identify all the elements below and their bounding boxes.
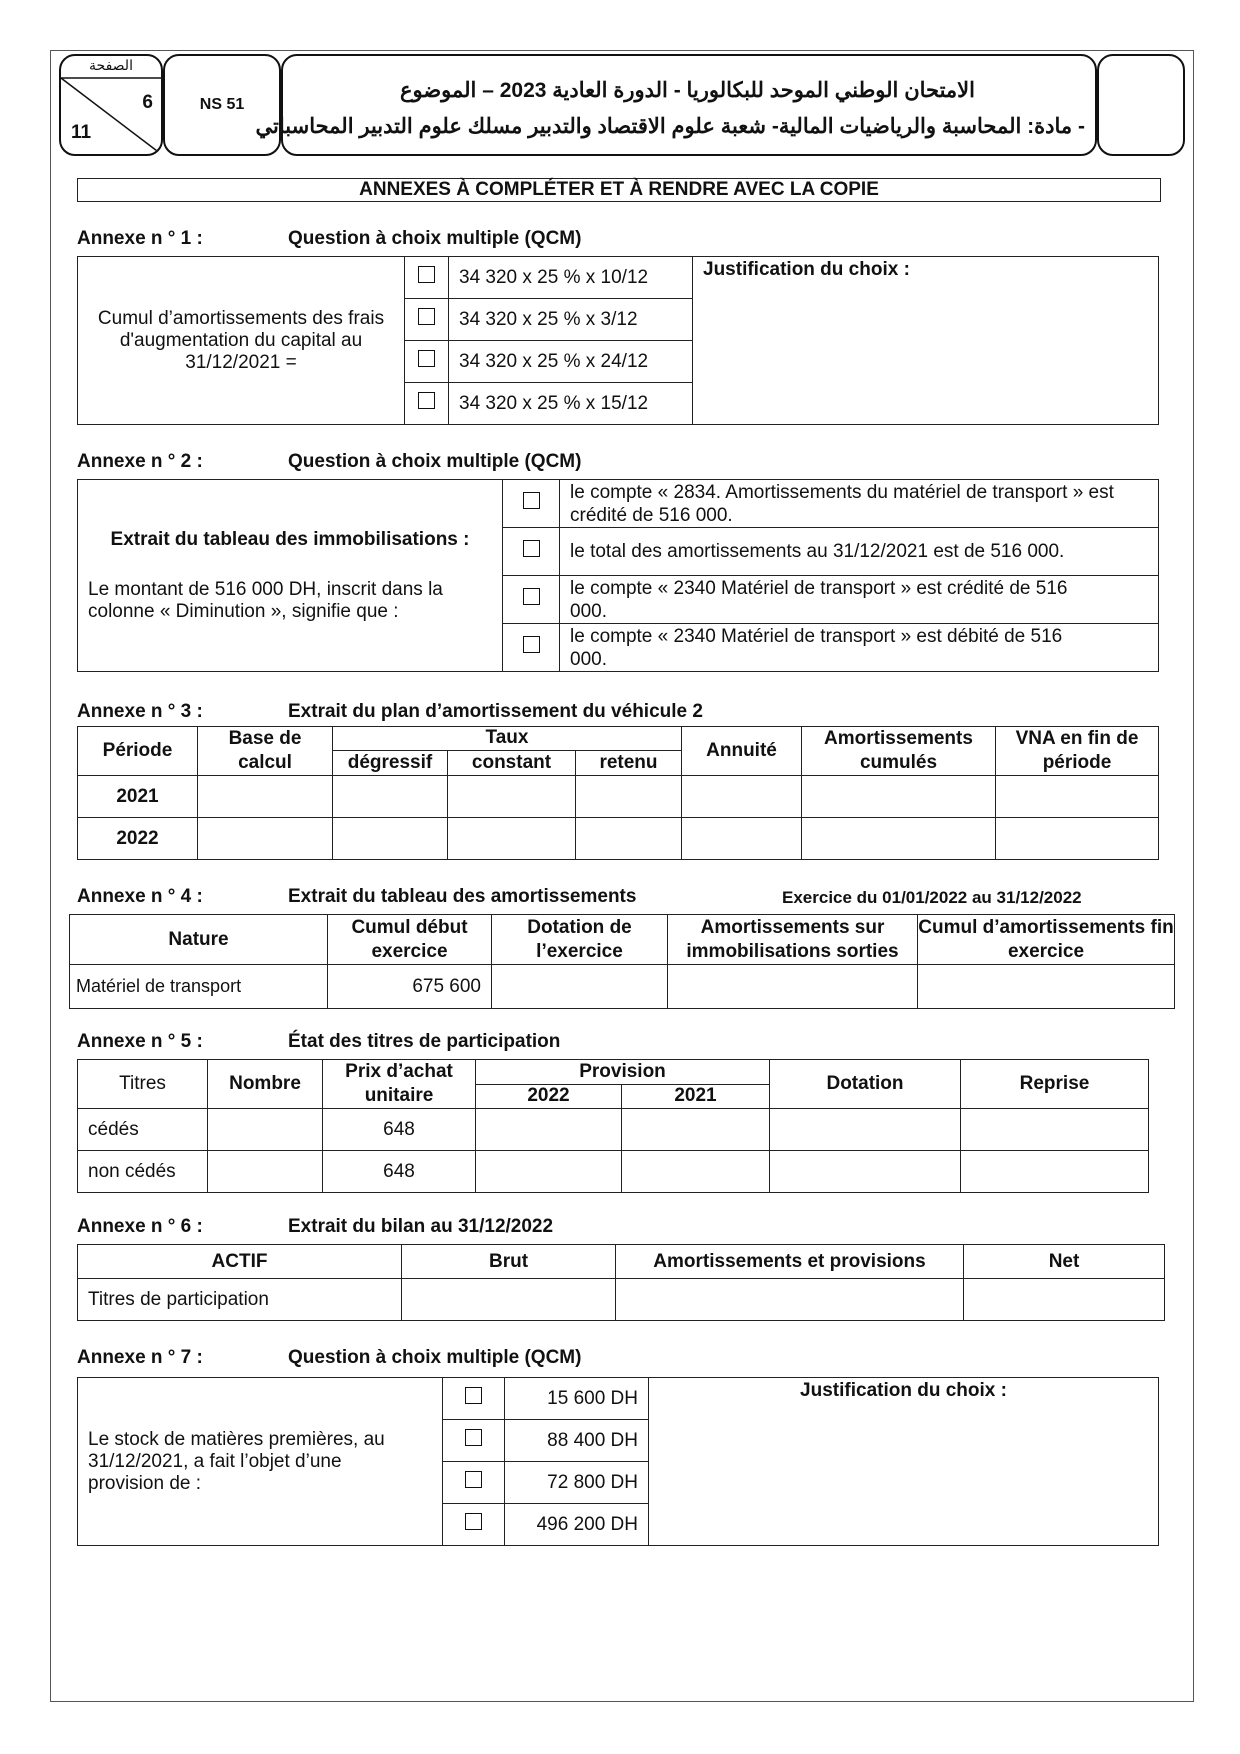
annexe4-title: Extrait du tableau des amortissements: [288, 886, 637, 907]
annexe5-label: Annexe n ° 5 :: [77, 1031, 203, 1052]
input-cell[interactable]: [476, 1151, 622, 1193]
annexe1-checkbox[interactable]: [405, 257, 449, 299]
header-cumul-debut: Cumul début exercice: [328, 915, 492, 965]
input-cell[interactable]: [208, 1109, 323, 1151]
header-amort-sorties: Amortissements sur immobilisations sorties: [668, 915, 918, 965]
input-cell[interactable]: [333, 818, 448, 860]
input-cell[interactable]: [961, 1109, 1149, 1151]
page-number-box: [59, 54, 163, 156]
header-amort-prov: Amortissements et provisions: [616, 1245, 964, 1279]
annexe6-label: Annexe n ° 6 :: [77, 1216, 203, 1237]
annexe1-table: [77, 256, 1159, 425]
annexe7-label: Annexe n ° 7 :: [77, 1347, 203, 1368]
input-cell[interactable]: [448, 776, 576, 818]
annexe7-option: 88 400 DH: [505, 1420, 649, 1462]
annexe5-table: [77, 1059, 1149, 1193]
input-cell[interactable]: [770, 1151, 961, 1193]
page-word: الصفحة: [89, 57, 133, 73]
page-number: 6: [142, 92, 153, 113]
corner-box: [1097, 54, 1185, 156]
exam-code: NS 51: [199, 96, 245, 113]
annexe3-title: Extrait du plan d’amortissement du véhicule 2: [288, 701, 703, 722]
annexe1-checkbox[interactable]: [405, 341, 449, 383]
annexe1-option: 34 320 x 25 % x 3/12: [449, 299, 693, 341]
period-cell: 2021: [78, 776, 198, 818]
annexe2-table: [77, 479, 1159, 672]
header-reprise: Reprise: [961, 1060, 1149, 1109]
annexe7-checkbox[interactable]: [443, 1378, 505, 1420]
header-brut: Brut: [402, 1245, 616, 1279]
input-cell[interactable]: [476, 1109, 622, 1151]
exam-title-line1: الامتحان الوطني الموحد للبكالوريا - الدورة العادية 2023 – الموضوع: [399, 79, 975, 102]
header-2022: 2022: [476, 1084, 622, 1109]
annexe7-option: 15 600 DH: [505, 1378, 649, 1420]
input-cell[interactable]: [918, 965, 1175, 1009]
annexe7-justification[interactable]: Justification du choix :: [649, 1378, 1159, 1546]
header-taux: Taux: [333, 727, 682, 751]
input-cell[interactable]: [576, 776, 682, 818]
input-cell[interactable]: [682, 776, 802, 818]
annexe2-checkbox[interactable]: [503, 624, 560, 672]
period-cell: 2022: [78, 818, 198, 860]
input-cell[interactable]: [198, 776, 333, 818]
header-annuite: Annuité: [682, 727, 802, 776]
annexe7-option: 72 800 DH: [505, 1462, 649, 1504]
header-nombre: Nombre: [208, 1060, 323, 1109]
annexe1-checkbox[interactable]: [405, 383, 449, 425]
header-cumul-fin: Cumul d’amortissements fin exercice: [918, 915, 1175, 965]
annexe1-option: 34 320 x 25 % x 10/12: [449, 257, 693, 299]
input-cell[interactable]: [802, 776, 996, 818]
annexe2-checkbox[interactable]: [503, 576, 560, 624]
annexe2-option: le total des amortissements au 31/12/2021 est de 516 000.: [560, 528, 1159, 576]
annexe2-checkbox[interactable]: [503, 480, 560, 528]
annexe7-checkbox[interactable]: [443, 1504, 505, 1546]
input-cell[interactable]: [996, 818, 1159, 860]
input-cell[interactable]: [208, 1151, 323, 1193]
nature-cell: Matériel de transport: [70, 965, 328, 1009]
annexe2-option: le compte « 2834. Amortissements du matériel de transport » est crédité de 516 000.: [560, 480, 1159, 528]
input-cell[interactable]: [616, 1279, 964, 1321]
annexe7-table: [77, 1377, 1159, 1546]
annexe6-title: Extrait du bilan au 31/12/2022: [288, 1216, 554, 1237]
annexe4-exercice: Exercice du 01/01/2022 au 31/12/2022: [782, 888, 1082, 907]
annexe7-title: Question à choix multiple (QCM): [288, 1347, 582, 1368]
header-retenu: retenu: [576, 750, 682, 775]
header-dotation: Dotation: [770, 1060, 961, 1109]
annexe2-checkbox[interactable]: [503, 528, 560, 576]
annexe2-option: le compte « 2340 Matériel de transport » est débité de 516 000.: [560, 624, 1159, 672]
header-nature: Nature: [70, 915, 328, 965]
annexe1-title: Question à choix multiple (QCM): [288, 228, 582, 249]
exam-title-box: [255, 54, 1097, 156]
annexe1-justification[interactable]: Justification du choix :: [693, 257, 1159, 425]
input-cell[interactable]: [402, 1279, 616, 1321]
annexe1-question: Cumul d’amortissements des frais d'augmentation du capital au 31/12/2021 =: [78, 257, 405, 425]
input-cell[interactable]: [576, 818, 682, 860]
input-cell[interactable]: [198, 818, 333, 860]
prix-cell: 648: [323, 1151, 476, 1193]
annexe7-checkbox[interactable]: [443, 1420, 505, 1462]
annexe2-option: le compte « 2340 Matériel de transport » est crédité de 516 000.: [560, 576, 1159, 624]
header-net: Net: [964, 1245, 1165, 1279]
annexe5-title: État des titres de participation: [288, 1031, 561, 1052]
annexe4-label: Annexe n ° 4 :: [77, 886, 203, 907]
header-titres: Titres: [78, 1060, 208, 1109]
annexe3-table: [77, 726, 1159, 860]
input-cell[interactable]: [622, 1109, 770, 1151]
input-cell[interactable]: [682, 818, 802, 860]
input-cell[interactable]: [668, 965, 918, 1009]
annexes-banner: ANNEXES À COMPLÉTER ET À RENDRE AVEC LA COPIE: [77, 178, 1161, 202]
header-actif: ACTIF: [78, 1245, 402, 1279]
header-constant: constant: [448, 750, 576, 775]
input-cell[interactable]: [448, 818, 576, 860]
page-total: 11: [71, 122, 92, 143]
header-amort: Amortissements cumulés: [802, 727, 996, 776]
header-degressif: dégressif: [333, 750, 448, 775]
annexe7-question: Le stock de matières premières, au 31/12/2021, a fait l’objet d’une provision de :: [78, 1378, 443, 1546]
input-cell[interactable]: [492, 965, 668, 1009]
annexe4-table: [69, 914, 1175, 1009]
prix-cell: 648: [323, 1109, 476, 1151]
header-provision: Provision: [476, 1060, 770, 1085]
input-cell[interactable]: [964, 1279, 1165, 1321]
header-base: Base de calcul: [198, 727, 333, 776]
annexe1-checkbox[interactable]: [405, 299, 449, 341]
annexe1-option: 34 320 x 25 % x 24/12: [449, 341, 693, 383]
annexe3-label: Annexe n ° 3 :: [77, 701, 203, 722]
header-dotation: Dotation de l’exercice: [492, 915, 668, 965]
header-periode: Période: [78, 727, 198, 776]
input-cell[interactable]: [802, 818, 996, 860]
annexe7-option: 496 200 DH: [505, 1504, 649, 1546]
annexe2-title: Question à choix multiple (QCM): [288, 451, 582, 472]
header-vna: VNA en fin de période: [996, 727, 1159, 776]
input-cell[interactable]: [333, 776, 448, 818]
input-cell[interactable]: [622, 1151, 770, 1193]
titres-cell: cédés: [78, 1109, 208, 1151]
actif-cell: Titres de participation: [78, 1279, 402, 1321]
annexe7-checkbox[interactable]: [443, 1462, 505, 1504]
input-cell[interactable]: [961, 1151, 1149, 1193]
exam-code-box: [163, 54, 281, 156]
annexe6-table: [77, 1244, 1165, 1321]
titres-cell: non cédés: [78, 1151, 208, 1193]
header-2021: 2021: [622, 1084, 770, 1109]
exam-title-line2: - مادة: المحاسبة والرياضيات المالية- شعبة علوم الاقتصاد والتدبير مسلك علوم التدبير المحاسباتي: [255, 115, 1085, 138]
annexe2-question: Extrait du tableau des immobilisations : Le montant de 516 000 DH, inscrit dans la colonne « Diminution », signifie que :: [78, 480, 503, 672]
header-prix: Prix d’achat unitaire: [323, 1060, 476, 1109]
annexe1-option: 34 320 x 25 % x 15/12: [449, 383, 693, 425]
input-cell[interactable]: [770, 1109, 961, 1151]
annexe2-label: Annexe n ° 2 :: [77, 451, 203, 472]
cumul-debut-cell: 675 600: [328, 965, 492, 1009]
input-cell[interactable]: [996, 776, 1159, 818]
annexe1-label: Annexe n ° 1 :: [77, 228, 203, 249]
